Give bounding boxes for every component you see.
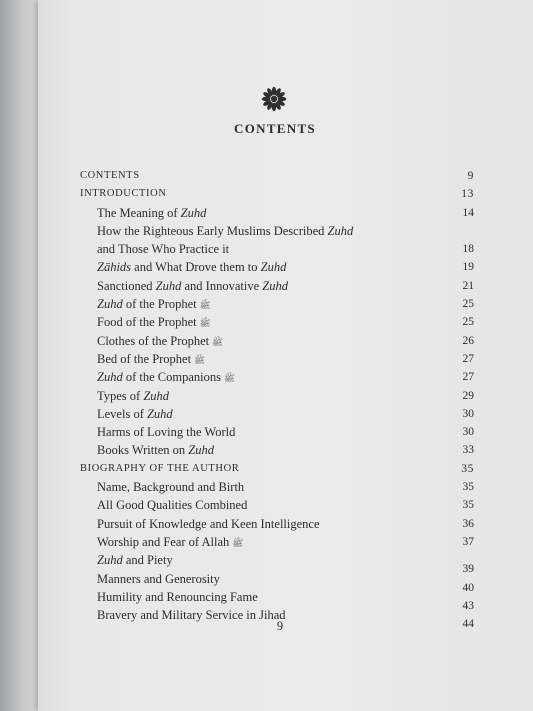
- toc-entry-title: All Good Qualities Combined: [97, 498, 248, 513]
- toc-page-number: 9: [467, 170, 474, 182]
- toc-entry-title: Types of Zuhd: [97, 388, 170, 403]
- toc-page-number: 35: [462, 499, 474, 512]
- toc-entry-title: Food of the Prophet ﷺ: [97, 315, 211, 330]
- toc-entry: [80, 405, 474, 423]
- ornament-icon: [261, 86, 287, 112]
- toc-entry: [80, 533, 474, 551]
- toc-page-number: 13: [461, 188, 474, 201]
- toc-entry: [80, 295, 474, 313]
- toc-page-number: 18: [462, 243, 474, 256]
- toc-page-number: 35: [461, 462, 474, 475]
- toc-page-number: 30: [462, 407, 474, 420]
- toc-entry: [80, 204, 474, 222]
- toc-entry-title: Manners and Generosity: [97, 571, 220, 586]
- toc-page-number: 44: [462, 618, 474, 631]
- toc-entry: [80, 185, 474, 203]
- toc-entry-title: Clothes of the Prophet ﷺ: [97, 333, 224, 348]
- toc-entry: [80, 551, 474, 576]
- toc-entry-title: Sanctioned Zuhd and Innovative Zuhd: [97, 278, 288, 293]
- toc-entry: [80, 423, 474, 441]
- honorific-icon: ﷺ: [194, 354, 205, 365]
- toc-entry: [80, 258, 474, 276]
- toc-entry: [80, 350, 474, 368]
- toc-entry: [80, 277, 474, 295]
- toc-entry-title: Pursuit of Knowledge and Keen Intelligence: [97, 516, 320, 531]
- toc-entry: [80, 588, 474, 612]
- toc-entry-title: Humility and Renouncing Fame: [97, 589, 258, 604]
- honorific-icon: ﷺ: [212, 336, 224, 347]
- table-of-contents: [80, 167, 474, 631]
- toc-page-number: 29: [462, 389, 474, 402]
- toc-page-number: 21: [462, 279, 474, 292]
- toc-entry: [80, 570, 474, 594]
- toc-entry-title: Levels of Zuhd: [97, 406, 173, 421]
- toc-page-number: 27: [462, 352, 474, 365]
- toc-entry-title: How the Righteous Early Muslims Described Zuhd: [97, 223, 354, 238]
- toc-page-number: 33: [462, 444, 474, 457]
- honorific-icon: ﷺ: [199, 318, 211, 329]
- toc-entry: [80, 240, 474, 258]
- toc-page-number: 39: [462, 563, 474, 576]
- toc-entry-title: BIOGRAPHY OF THE AUTHOR: [80, 462, 240, 474]
- toc-entry-title: Name, Background and Birth: [97, 480, 245, 495]
- toc-page-number: 30: [462, 426, 474, 439]
- toc-entry-title: Zāhids and What Drove them to Zuhd: [97, 260, 287, 275]
- toc-entry: [80, 332, 474, 350]
- toc-page-number: 43: [462, 599, 474, 612]
- toc-entry: [80, 441, 474, 459]
- toc-entry-title: Worship and Fear of Allah ﷺ: [97, 534, 244, 549]
- honorific-icon: ﷺ: [232, 537, 244, 548]
- toc-entry: [80, 478, 474, 496]
- toc-entry: [80, 222, 474, 240]
- toc-page-number: 36: [462, 517, 474, 530]
- toc-entry: [80, 368, 474, 386]
- toc-page-number: 14: [462, 206, 474, 219]
- toc-entry-title: Zuhd of the Prophet ﷺ: [97, 297, 211, 312]
- toc-entry-title: Books Written on Zuhd: [97, 443, 214, 458]
- toc-page-number: 37: [462, 535, 474, 548]
- toc-entry: [80, 515, 474, 533]
- honorific-icon: ﷺ: [223, 373, 235, 384]
- toc-page-number: 35: [462, 481, 474, 494]
- toc-entry-title: The Meaning of Zuhd: [97, 205, 207, 220]
- toc-entry: [80, 167, 474, 185]
- toc-entry: [80, 460, 474, 478]
- toc-entry: [80, 387, 474, 405]
- toc-page-number: 40: [462, 581, 474, 594]
- toc-page-number: 25: [462, 316, 474, 329]
- toc-entry-title: Zuhd and Piety: [97, 553, 173, 568]
- toc-page-number: 19: [462, 261, 474, 274]
- contents-heading: CONTENTS: [234, 121, 316, 136]
- toc-entry-title: and Those Who Practice it: [97, 242, 230, 257]
- toc-page-number: 27: [462, 371, 474, 384]
- toc-entry: [80, 496, 474, 514]
- adjacent-page-edge: [0, 0, 40, 711]
- page-number: 9: [276, 619, 284, 633]
- toc-entry-title: Zuhd of the Companions ﷺ: [97, 370, 235, 385]
- toc-entry-title: Bravery and Military Service in Jihad: [97, 608, 286, 623]
- toc-entry-title: Harms of Loving the World: [97, 425, 236, 440]
- toc-entry-title: CONTENTS: [80, 170, 140, 181]
- toc-entry-title: Bed of the Prophet ﷺ: [97, 351, 205, 366]
- honorific-icon: ﷺ: [199, 300, 211, 311]
- toc-entry: [80, 313, 474, 331]
- toc-page-number: 25: [462, 298, 474, 311]
- toc-entry-title: INTRODUCTION: [80, 188, 167, 200]
- toc-page-number: 26: [462, 334, 474, 347]
